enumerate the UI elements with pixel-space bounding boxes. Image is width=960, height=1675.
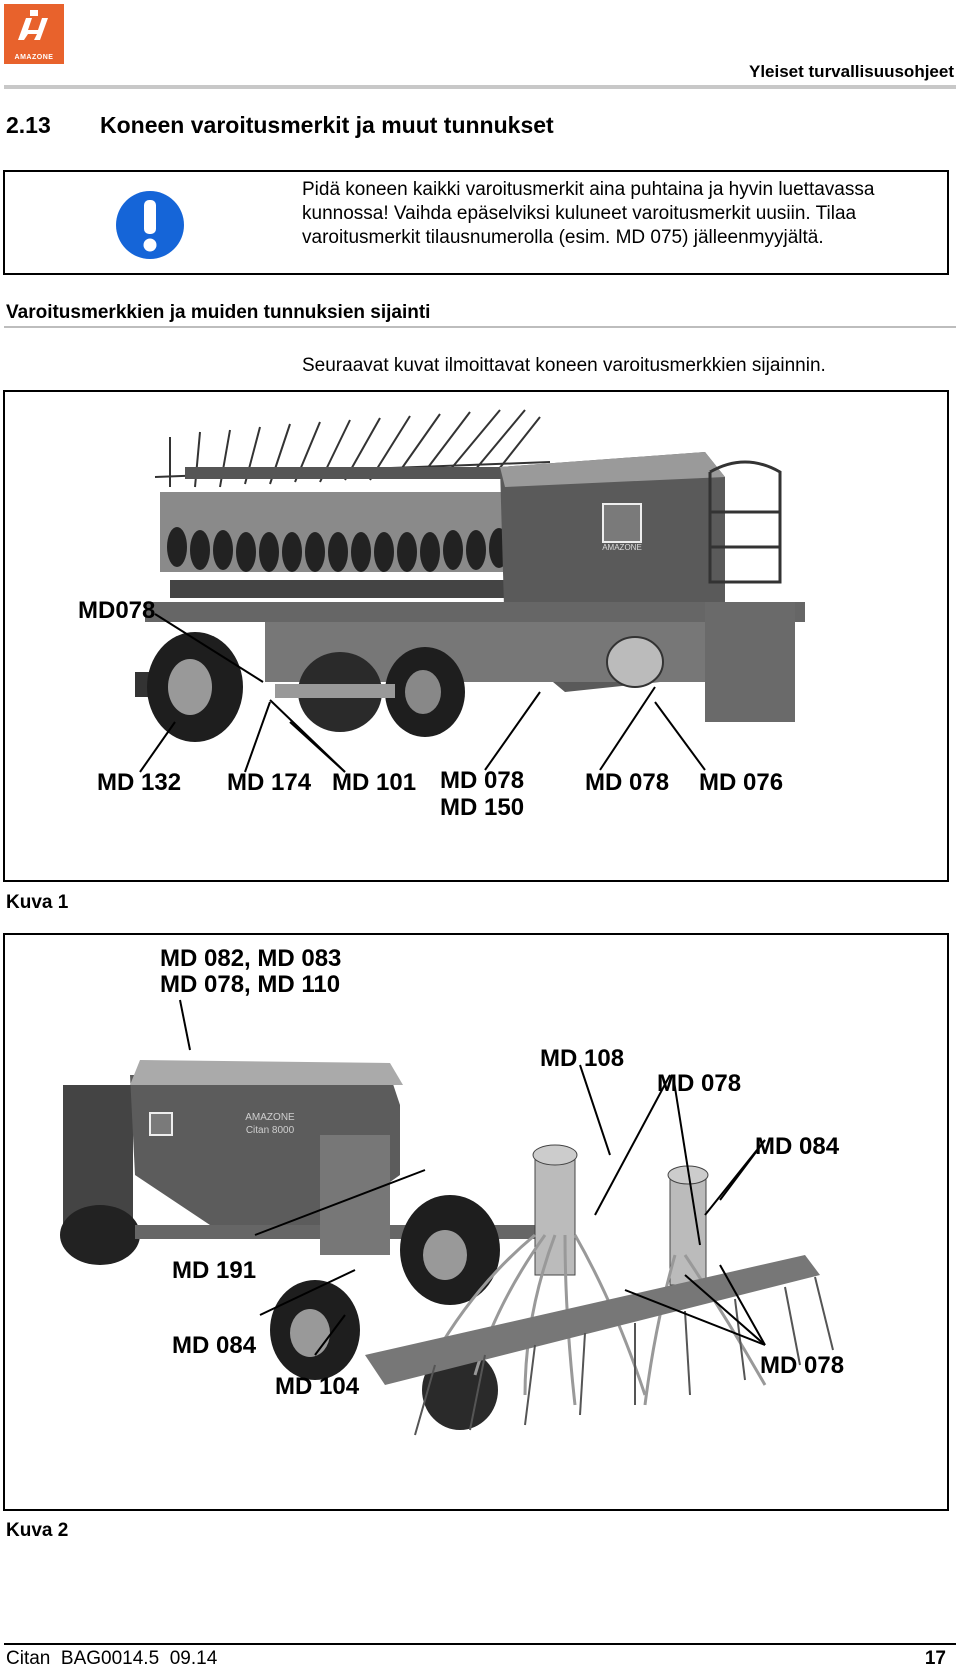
figure-1: [3, 390, 949, 882]
notice-line: varoitusmerkit tilausnumerolla (esim. MD 075) jälleenmyyjältä.: [302, 227, 824, 248]
callout-md078: MD 078: [760, 1352, 845, 1379]
notice-text: [302, 178, 942, 250]
section-title: Koneen varoitusmerkit ja muut tunnukset: [100, 112, 554, 138]
callout-md078-md110: MD 078, MD 110: [160, 971, 341, 998]
seed-drill-rear-photo: [5, 935, 947, 1509]
subsection-rule: [4, 326, 956, 328]
callout-md076: MD 076: [699, 769, 784, 796]
notice-line: Pidä koneen kaikki varoitusmerkit aina puhtaina ja hyvin luettavassa: [302, 179, 875, 200]
notice-line: kunnossa! Vaihda epäselviksi kuluneet varoitusmerkit uusiin. Tilaa: [302, 203, 857, 224]
hopper-brand-line1: AMAZONE: [245, 1112, 295, 1123]
footer-rule: [4, 1643, 956, 1645]
header-rule: [4, 85, 956, 89]
figure-2: [3, 933, 949, 1511]
amazone-logo: [4, 4, 64, 64]
amazone-emblem-icon: [4, 4, 64, 52]
figure-2-caption: Kuva 2: [6, 1520, 69, 1541]
callout-md150: MD 150: [440, 794, 525, 821]
figure-1-caption: Kuva 1: [6, 892, 69, 913]
logo-wordmark: AMAZONE: [14, 54, 54, 61]
running-header: Yleiset turvallisuusohjeet: [748, 62, 954, 81]
callout-md078: MD078: [78, 597, 156, 624]
callout-md082-md083: MD 082, MD 083: [160, 945, 342, 972]
callout-md078: MD 078: [440, 767, 525, 794]
page-number: 17: [924, 1648, 946, 1669]
callout-md174: MD 174: [227, 769, 312, 796]
exclamation-icon: [115, 190, 185, 260]
hopper-logo-text: AMAZONE: [602, 543, 642, 552]
callout-md108: MD 108: [540, 1045, 625, 1072]
callout-md132: MD 132: [97, 769, 182, 796]
subsection-title: Varoitusmerkkien ja muiden tunnuksien sijainti: [6, 302, 431, 323]
section-number: 2.13: [6, 112, 51, 138]
footer-doc-id: Citan BAG0014.5 09.14: [6, 1648, 218, 1669]
callout-md191: MD 191: [172, 1257, 257, 1284]
callout-md084: MD 084: [755, 1133, 840, 1160]
callout-md084: MD 084: [172, 1332, 257, 1359]
callout-md104: MD 104: [275, 1373, 360, 1400]
intro-text: Seuraavat kuvat ilmoittavat koneen varoitusmerkkien sijainnin.: [302, 355, 826, 376]
callout-md078: MD 078: [585, 769, 670, 796]
callout-md101: MD 101: [332, 769, 417, 796]
callout-md078: MD 078: [657, 1070, 742, 1097]
hopper-brand-line2: Citan 8000: [245, 1125, 295, 1136]
